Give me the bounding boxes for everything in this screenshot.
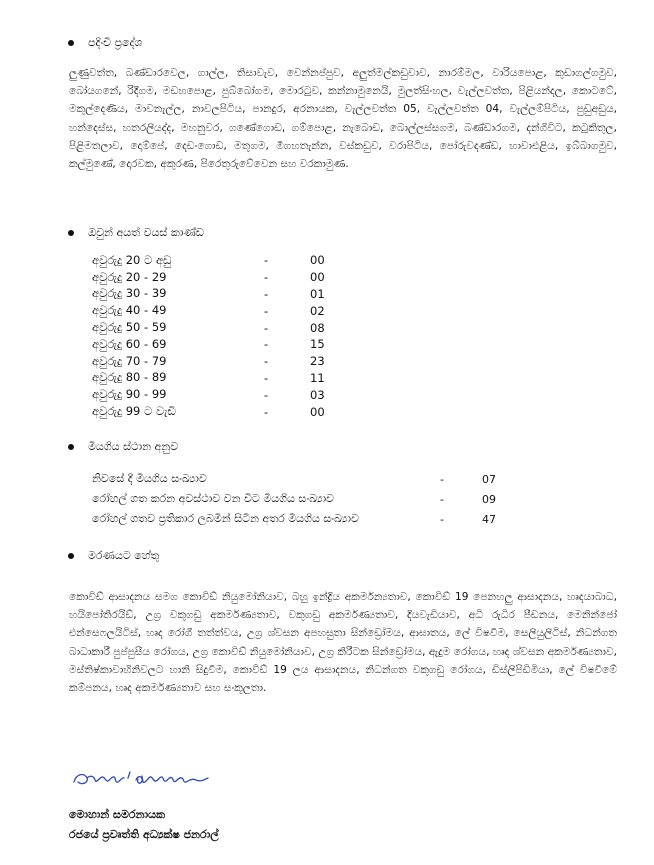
areas-paragraph: ලුණුවත්ත, බණ්ඩාරවෙල, ගාල්ල, තිසාවැව, වෙන්නප්පුව, අලුත්මල්කඩුවාව, නාරම්මල, වාරියපොළ, කුඩාගල්ගමුව, බෝයගනේ, රිදීගම, මඩහපොළ, පුබ්බෝගම, මොරටුව, කන්නාමුනෙයි, මුලත්සිංහල, වැල්ලවත්ත, පිළියන්දල, කොටටේ, මකුල්දෙණිය, මාවනැල්ල, නාවලපිටිය, පානදුර, අරනායක, වැල්ලවත්ත 05, වැල්ලවත්ත 04, වැල්ලම්පිටිය, පුඩුඅඩුය, හන්දෙස්ස, හතරලියද්ද, මහනුවර, ගණේගොඩ, ගම්පොළ, නැබොඩ, බොල්ලස්සගම, බණ්ඩාරගම, දන්ගිවිට, කටුකිතුල, පිළිමතලාව, දොම්පේ, දෙඩංගොඩ, මතුගම, මීගහතැන්න, වස්කඩුව, වරාපිටිය, පෝරුවදණ්ඩ, හාවාඑළිය, ඉබ්බාගමුව, කල්මුණේ, දොරවක, අකුරණ, පිරෙතුරුවේවෙන සහ වරකාමුණ.: [69, 67, 617, 171]
age-groups-heading: [68, 226, 204, 240]
death-count: 07: [482, 472, 496, 486]
causes-paragraph: කොවිඩ් ආසාදනය සමග කොවිඩ් නියුමෝනියාව, බහු ඉන්ද්‍රිය අකර්මන්‍යතාව, කොවිඩ් 19 පෙනහලු ආසාදනය, හෘදයාබාධ, හයිපෝතිරයිඩ්, උග්‍ර වකුගඩු අකර්මණ්‍යතාව, වකුගඩු අකර්මණ්‍යතාව, දියවැඩියාව, අධි රුධිර පීඩනය, මෙනින්ජෝ එන්සෙෆලයිටිස්, හෘද රෝගී තත්ත්වය, උග්‍ර ශ්වසන අපහසුතා සින්ඩ්‍රෝමය, ආඝාතය, ලේ විෂවීම, සෙලියුලිටිස්, නිධන්ගත බාධාකාරී පුප්පුසීය රෝගය, උග්‍ර කොවිඩ් නියුමෝනියාව, උග්‍ර කිරීටක සින්ඩ්‍රෝමය, ඇදුම රෝගය, හෘද ශ්වසන අකර්මණ්‍යතාව, මස්තිෂ්කාවාහිනිවලට හානි සිදුවීම, කොවිඩ් 19 ලය ආසාදනය, නිධන්ගත වකුගඩු රෝගය, ඩිස්ලිපිඩිමියා, ලේ විෂවීමේ කම්පනය, හෘද අකර්මණ්‍යතාව සහ සංකූලතා.: [69, 591, 617, 695]
table-row: [92, 252, 350, 269]
death-count: 00: [310, 253, 325, 268]
dash: -: [264, 286, 269, 301]
death-count: 00: [310, 270, 325, 285]
age-range: අවුරුදු 20 ට අඩු: [92, 252, 172, 267]
death-count: 11: [310, 370, 325, 385]
death-place-heading: [68, 440, 178, 454]
dash: -: [264, 370, 269, 385]
age-range: අවුරුදු 40 - 49: [92, 303, 167, 318]
dash: -: [264, 387, 269, 402]
place-label: රෝහල් ගතව ප්‍රතිකාර ලබමින් සිටින අතර මියගිය සංඛ්‍යාව: [92, 512, 359, 525]
death-count: 03: [310, 387, 325, 402]
death-count: 15: [310, 337, 325, 352]
bullet-icon: [68, 40, 74, 46]
death-count: 08: [310, 320, 325, 335]
districts-heading: [68, 36, 142, 50]
table-row: [92, 336, 350, 353]
dash: -: [264, 404, 269, 419]
age-range: අවුරුදු 99 ට වැඩි: [92, 404, 176, 419]
table-row: [92, 269, 350, 286]
table-row: [92, 370, 350, 387]
dash: -: [264, 303, 269, 318]
bullet-icon: [68, 444, 74, 450]
causes-heading: [68, 549, 159, 563]
age-range: අවුරුදු 70 - 79: [92, 353, 167, 368]
age-groups-heading-text: ඔවුන් අයත් වයස් කාණ්ඩ: [88, 226, 204, 239]
signature-image: [70, 766, 220, 794]
table-row: [92, 353, 350, 370]
table-row: [92, 469, 522, 489]
age-range: අවුරුදු 90 - 99: [92, 387, 167, 402]
bullet-icon: [68, 553, 74, 559]
death-place-heading-text: මියගිය ස්ථාන අනුව: [88, 440, 179, 453]
table-row: [92, 286, 350, 303]
age-range: අවුරුදු 30 - 39: [92, 286, 167, 301]
death-count: 01: [310, 286, 325, 301]
table-row: [92, 509, 522, 529]
age-range: අවුරුදු 60 - 69: [92, 336, 167, 351]
dash: -: [440, 492, 444, 506]
age-range: අවුරුදු 50 - 59: [92, 320, 167, 335]
death-count: 23: [310, 354, 325, 369]
dash: -: [264, 270, 269, 285]
dash: -: [264, 320, 269, 335]
table-row: [92, 386, 350, 403]
dash: -: [440, 512, 444, 526]
dash: -: [264, 253, 269, 268]
dash: -: [264, 337, 269, 352]
dash: -: [264, 354, 269, 369]
death-count: 00: [310, 404, 325, 419]
table-row: [92, 489, 522, 509]
signer-title: රජයේ ප්‍රවෘත්ති අධ්‍යක්ෂ ජනරාල්: [69, 828, 219, 841]
death-count: 47: [482, 512, 496, 526]
table-row: [92, 403, 350, 420]
age-range: අවුරුදු 20 - 29: [92, 269, 167, 284]
dash: -: [440, 472, 444, 486]
death-count: 02: [310, 303, 325, 318]
causes-heading-text: මරණයට හේතු: [88, 549, 160, 562]
age-range: අවුරුදු 80 - 89: [92, 370, 167, 385]
place-table: [92, 469, 522, 529]
place-label: රෝහල් ගත කරන අවස්ථාව වන විට මියගිය සංඛ්‍යාව: [92, 492, 334, 505]
bullet-icon: [68, 230, 74, 236]
place-label: නිවසේ දී මියගිය සංඛ්‍යාව: [92, 472, 207, 485]
table-row: [92, 319, 350, 336]
signer-name: මොහාන් සමරනායක: [69, 808, 165, 821]
table-row: [92, 302, 350, 319]
age-table: [92, 252, 350, 420]
death-count: 09: [482, 492, 496, 506]
districts-heading-text: පදිංචි ප්‍රදේශ: [88, 36, 143, 49]
